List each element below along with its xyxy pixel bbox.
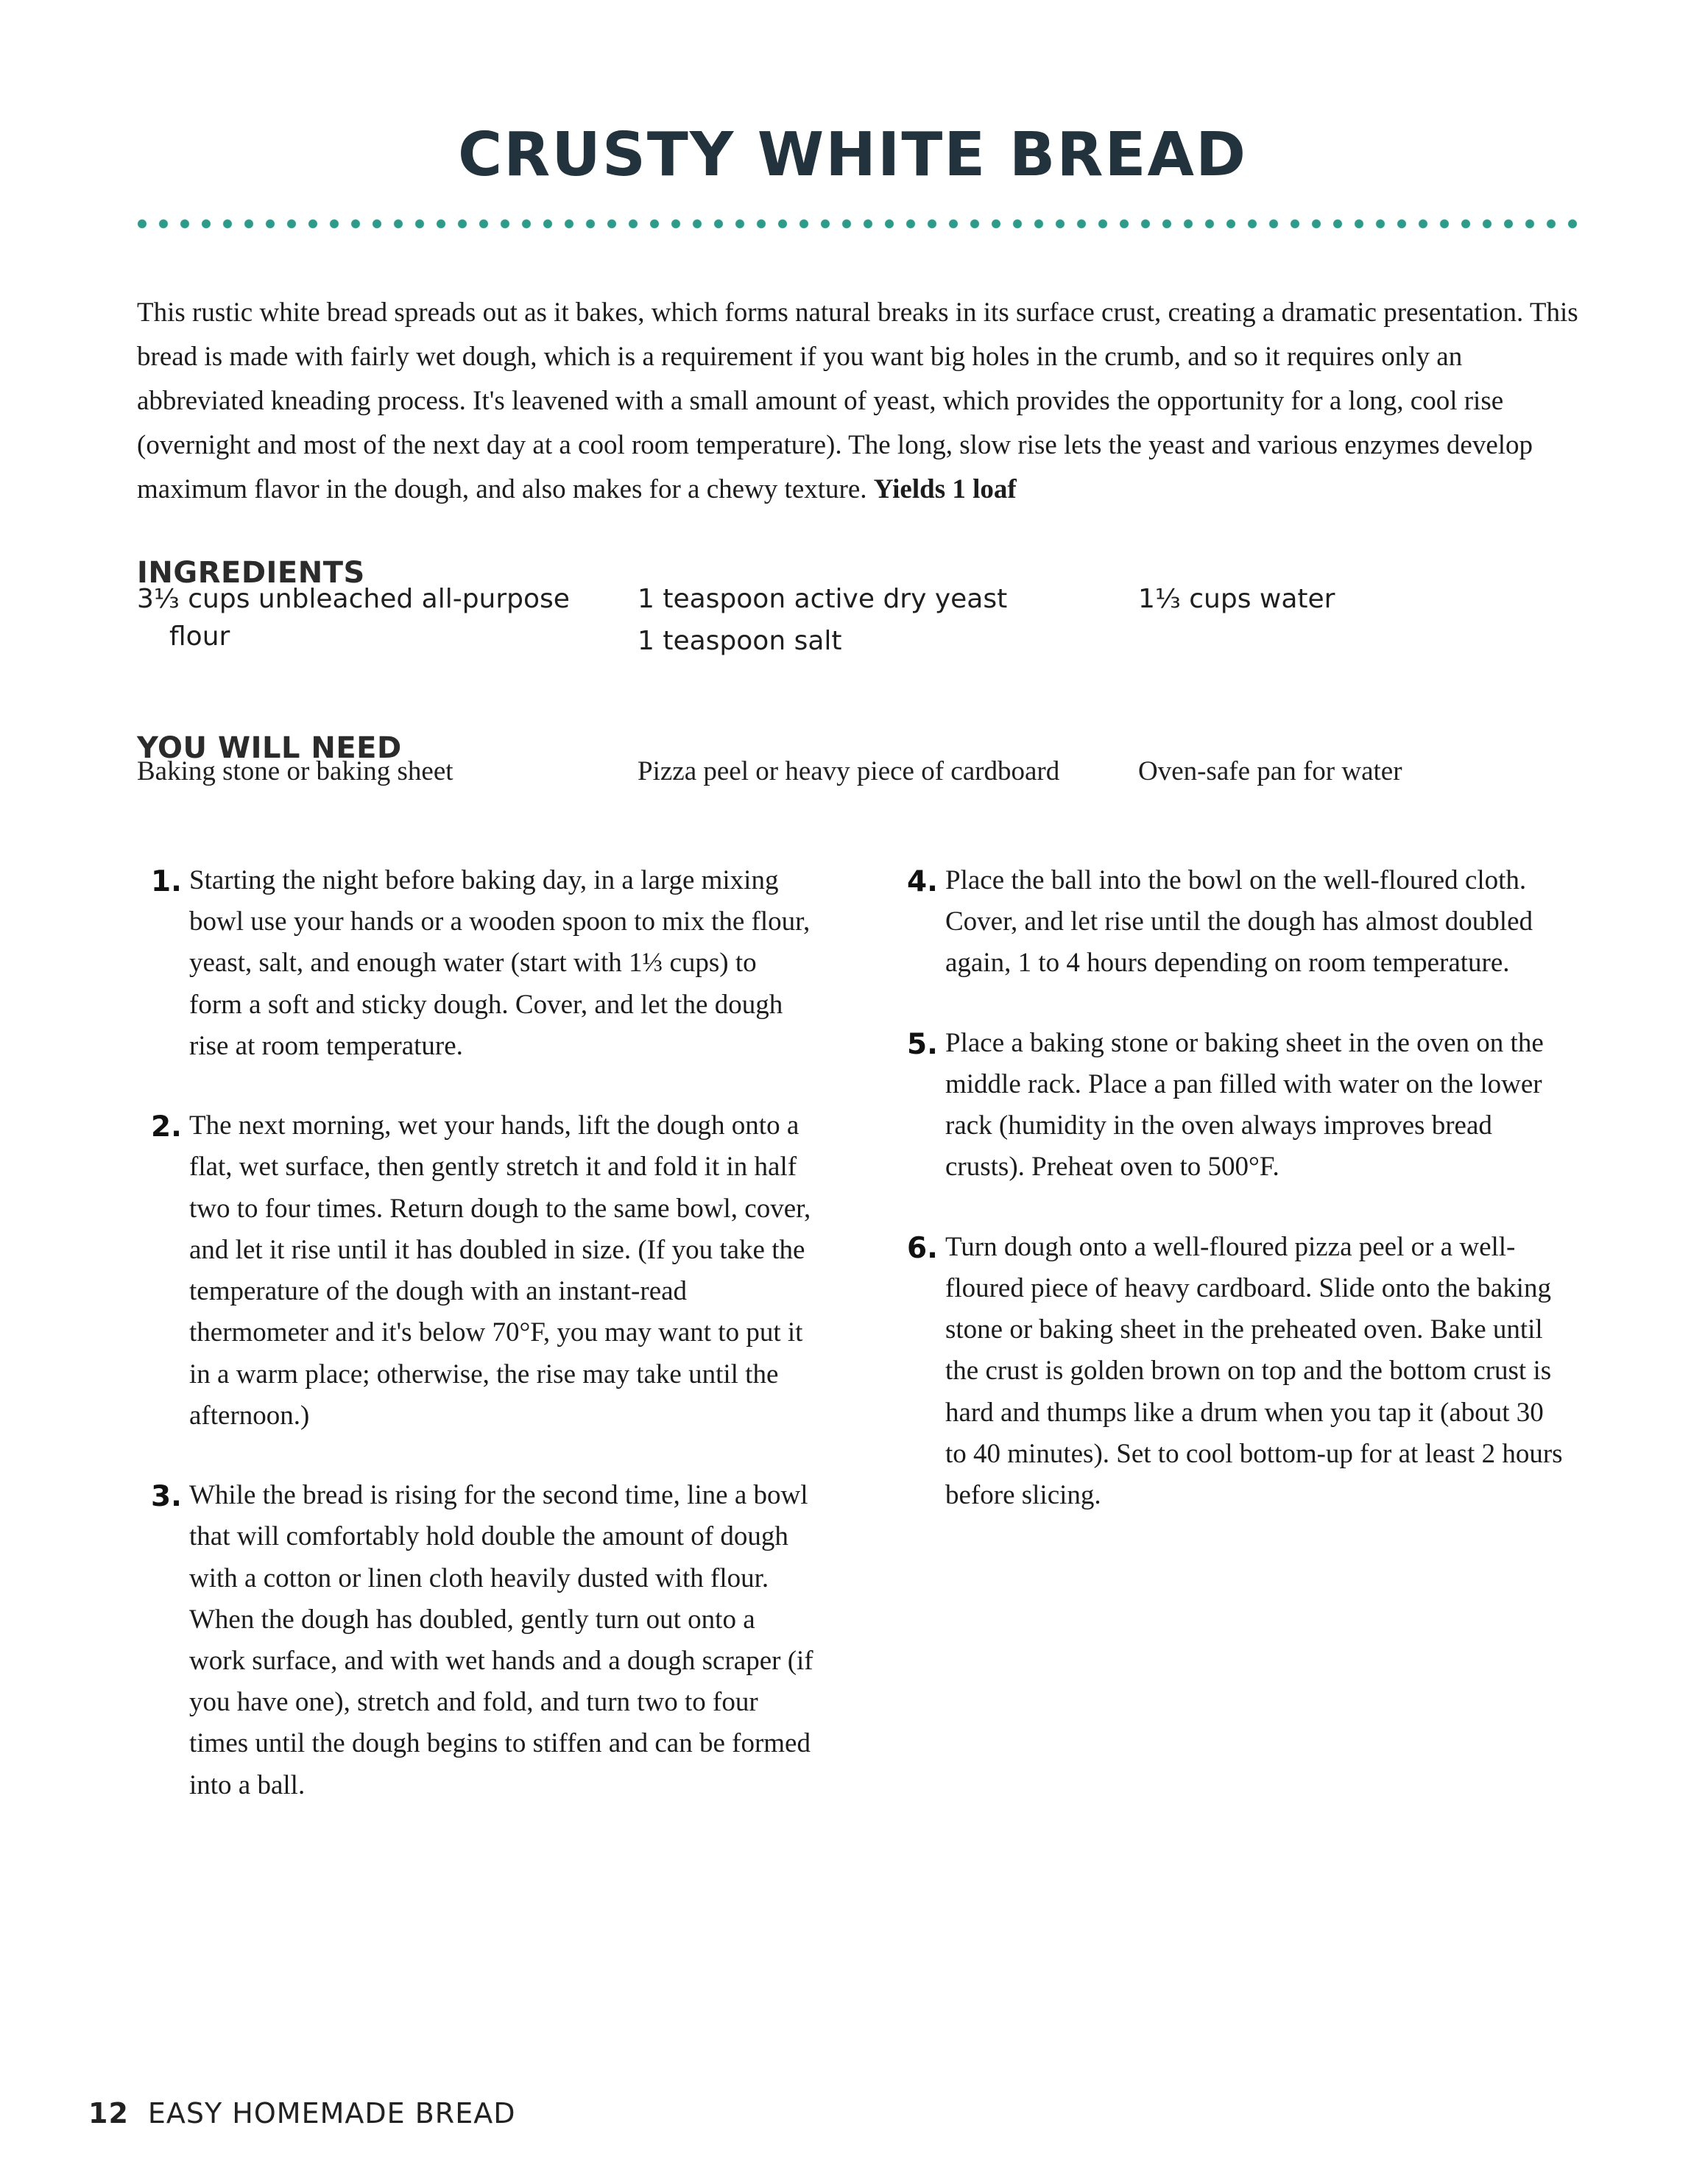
page-title: CRUSTY WHITE BREAD [457, 120, 1248, 190]
page-number: 12 [88, 2097, 129, 2130]
step-item [151, 1105, 813, 1437]
step-number: 4. [907, 865, 938, 898]
step-item [907, 860, 1570, 984]
ingredients-grid [137, 580, 1584, 664]
yields-label: Yields 1 loaf [873, 473, 1017, 504]
dotted-divider [137, 218, 1580, 230]
equipment-item: Oven-safe pan for water [1138, 756, 1402, 786]
step-text: Place the ball into the bowl on the well-floured cloth. Cover, and let rise until the dough has almost doubled again, 1 to 4 hours depending on room temperature. [945, 865, 1533, 979]
ingredient-item: 1 teaspoon salt [638, 626, 842, 657]
step-item [907, 1227, 1570, 1517]
ingredients-column-3 [1138, 580, 1584, 664]
ingredient-item: 1⅓ cups water [1138, 584, 1335, 614]
step-item [151, 860, 813, 1067]
you-will-need-column-1 [137, 753, 638, 796]
ingredient-item: 1 teaspoon active dry yeast [638, 584, 1008, 614]
ingredients-column-2 [638, 580, 1138, 664]
ingredients-column-1 [137, 580, 638, 664]
title-block [0, 120, 1705, 190]
step-text: Place a baking stone or baking sheet in the oven on the middle rack. Place a pan filled with water on the lower rack (humidity in the oven always improves bread crusts). Preheat oven to 500°F. [945, 1027, 1544, 1183]
step-number: 2. [151, 1110, 182, 1144]
page-footer [88, 2097, 515, 2130]
step-text: Starting the night before baking day, in a large mixing bowl use your hands or a wooden spoon to mix the flour, yeast, salt, and enough water (start with 1⅓ cups) to form a soft and sticky dough. Cover, and let the dough rise at room temperature. [189, 865, 811, 1061]
intro-body: This rustic white bread spreads out as it bakes, which forms natural breaks in its surface crust, creating a dramatic presentation. This bread is made with fairly wet dough, which is a requirement if you want big holes in the crumb, and so it requires only an abbreviated kneading process. It's leavened with a small amount of yeast, which provides the opportunity for a long, cool rise (overnight and most of the next day at a cool room temperature). The long, slow rise lets the yeast and various enzymes develop maximum flavor in the dough, and also makes for a chewy texture. [137, 297, 1578, 504]
you-will-need-column-3 [1138, 753, 1584, 796]
step-number: 1. [151, 865, 182, 898]
book-title: EASY HOMEMADE BREAD [147, 2097, 516, 2130]
intro-paragraph [137, 291, 1580, 512]
ingredient-item: 3⅓ cups unbleached all-purpose flour [137, 584, 570, 652]
equipment-item: Baking stone or baking sheet [137, 756, 453, 786]
equipment-item: Pizza peel or heavy piece of cardboard [638, 756, 1060, 786]
step-text: The next morning, wet your hands, lift the dough onto a flat, wet surface, then gently stretch it and fold it in half two to four times. Return dough to the same bowl, cover, and let it rise until it has doubled in size. (If you take the temperature of the dough with an instant-read thermometer and it's below 70°F, you may want to put it in a warm place; otherwise, the rise may take until the afternoon.) [189, 1110, 811, 1431]
step-item [151, 1475, 813, 1806]
steps-column-left [151, 860, 813, 1845]
step-number: 5. [907, 1027, 938, 1061]
you-will-need-grid [137, 753, 1584, 796]
steps-column-right [907, 860, 1570, 1554]
you-will-need-column-2 [638, 753, 1138, 796]
step-text: While the bread is rising for the second time, line a bowl that will comfortably hold double the amount of dough with a cotton or linen cloth heavily dusted with flour. When the dough has doubled, gently turn out onto a work surface, and with wet hands and a dough scraper (if you have one), stretch and fold, and turn two to four times until the dough begins to stiffen and can be formed into a ball. [189, 1480, 813, 1800]
step-number: 6. [907, 1231, 938, 1265]
step-item [907, 1023, 1570, 1188]
ingredients-heading: INGREDIENTS [137, 556, 365, 591]
you-will-need-heading: YOU WILL NEED [137, 731, 402, 766]
step-number: 3. [151, 1480, 182, 1514]
step-text: Turn dough onto a well-floured pizza peel or a well-floured piece of heavy cardboard. Slide onto the baking stone or baking sheet in the preheated oven. Bake until the crust is golden brown on top and the bottom crust is hard and thumps like a drum when you tap it (about 30 to 40 minutes). Set to cool bottom-up for at least 2 hours before slicing. [945, 1231, 1563, 1511]
